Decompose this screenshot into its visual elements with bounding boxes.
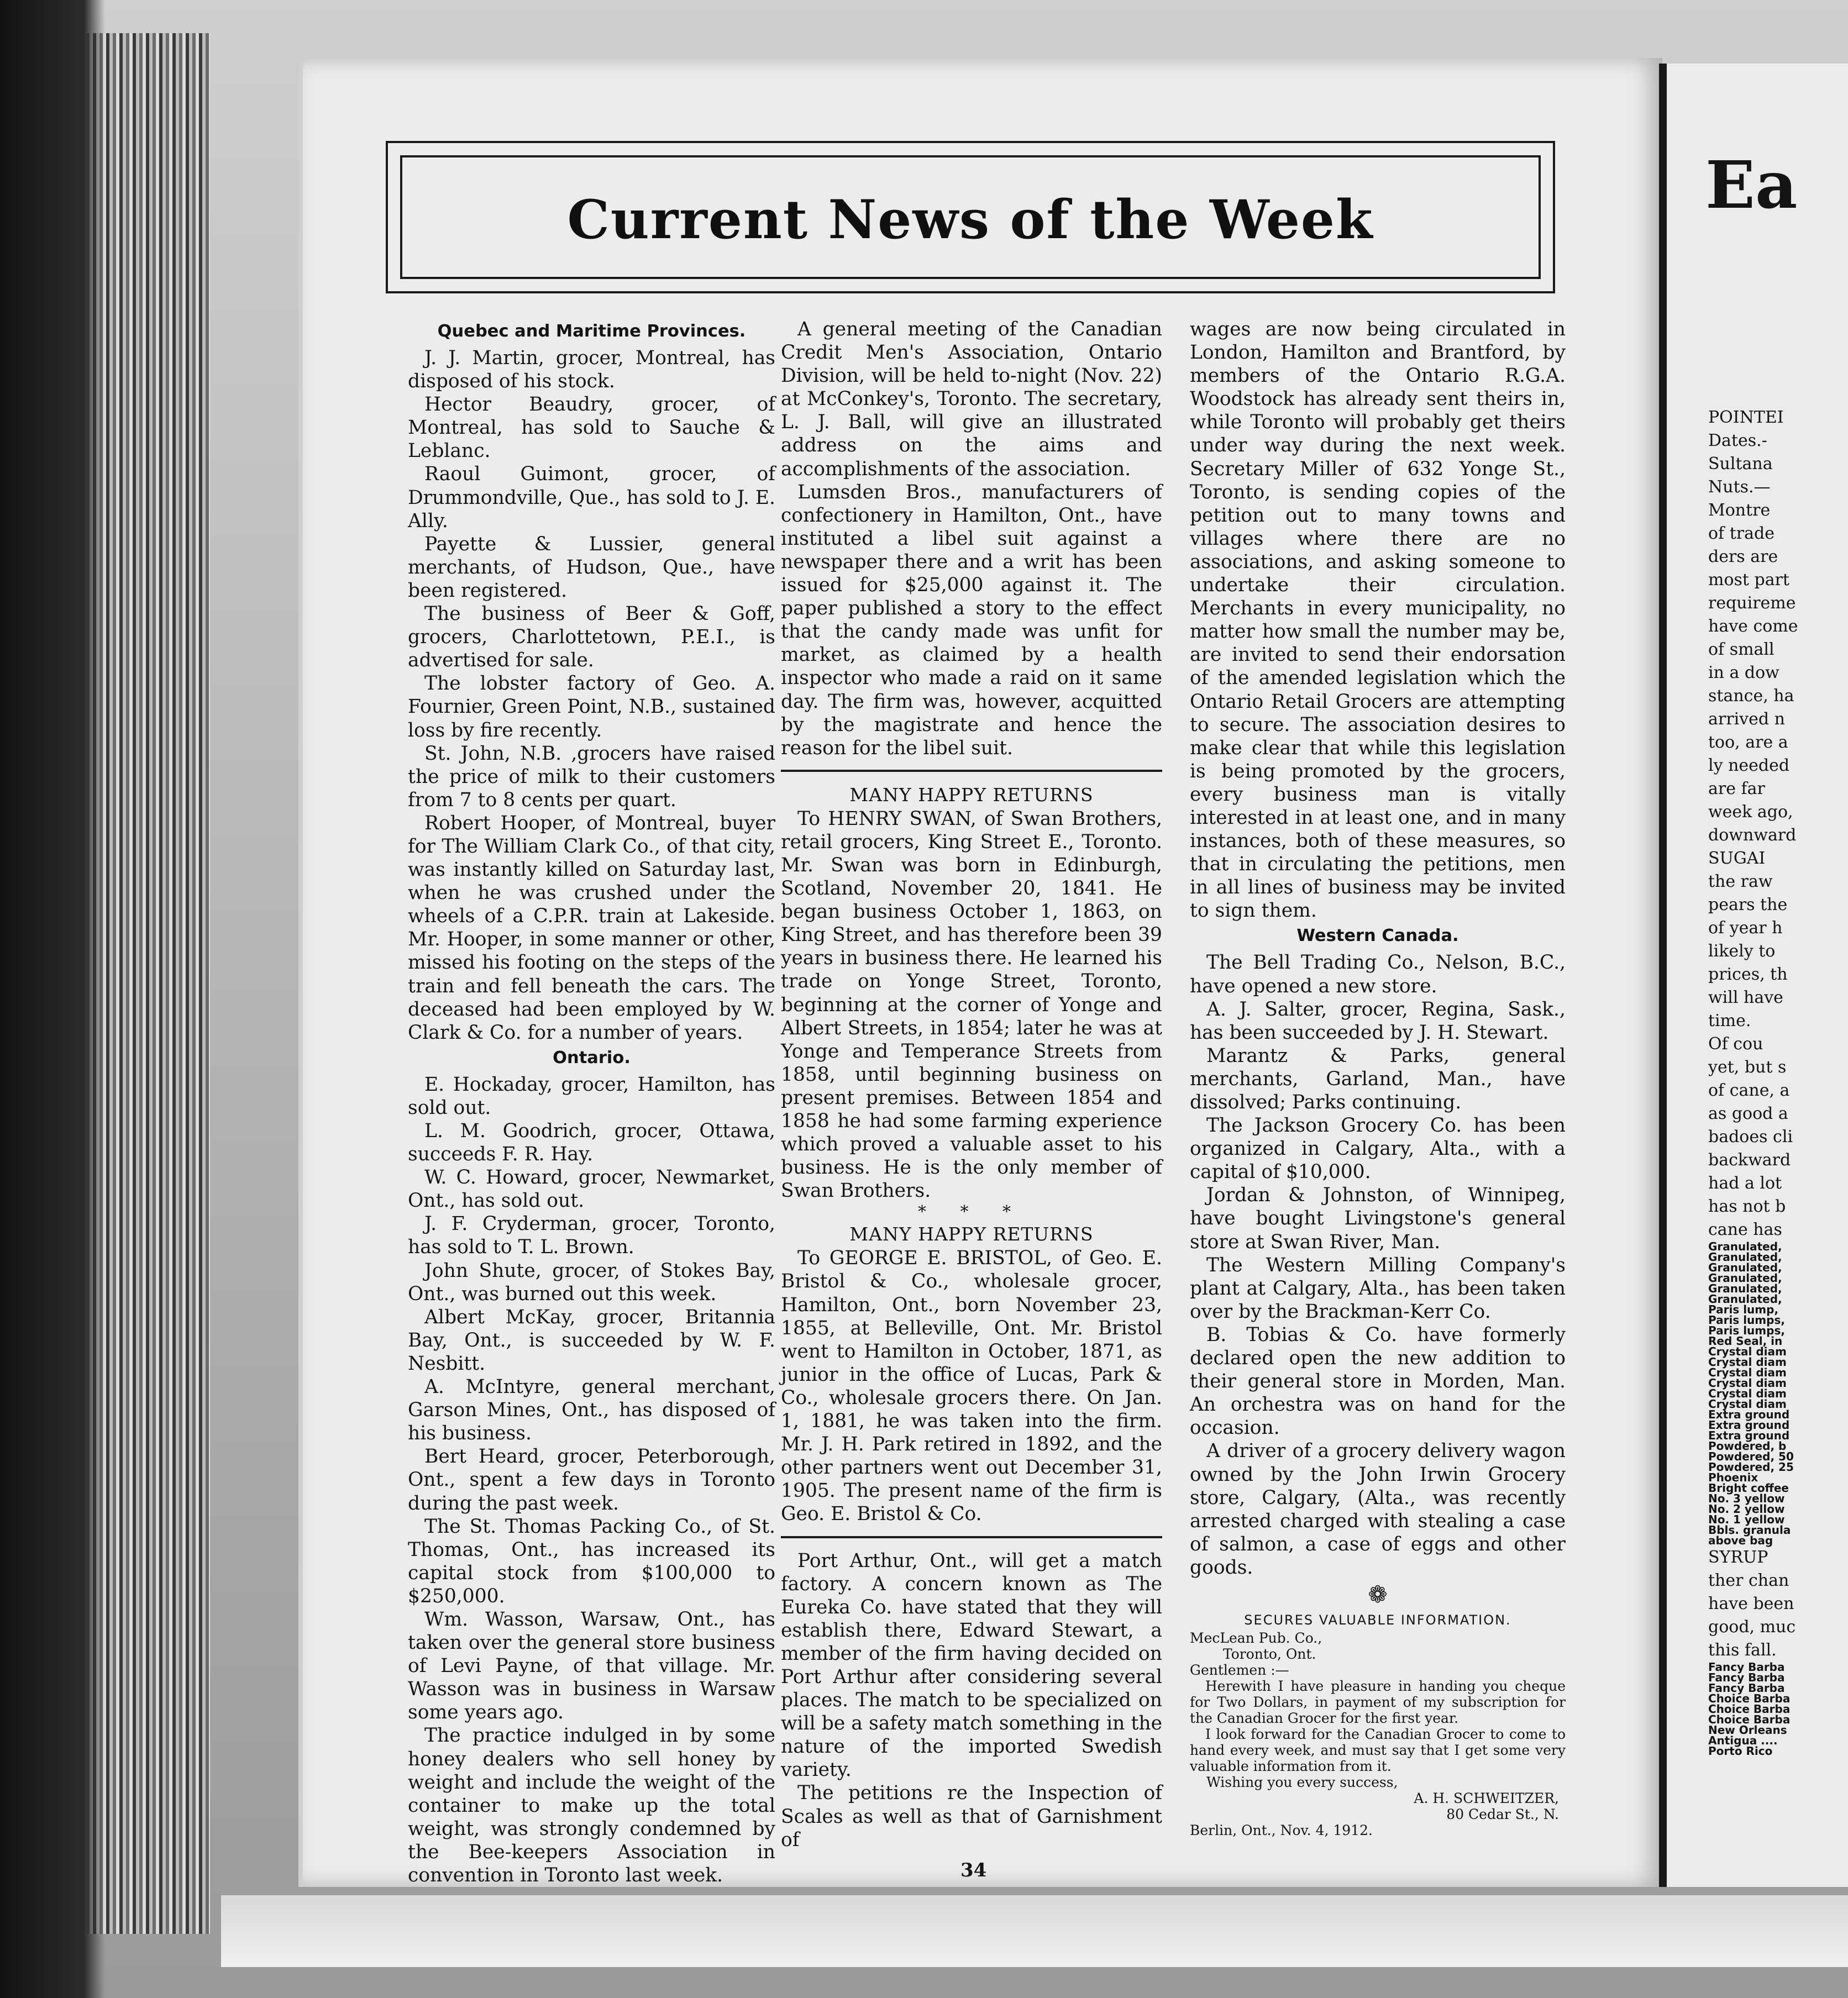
facing-page-line: requireme bbox=[1708, 593, 1796, 613]
col2-top-news bbox=[781, 318, 1162, 760]
letter-salutation: Gentlemen :— bbox=[1190, 1662, 1289, 1678]
page-number: 34 bbox=[960, 1859, 987, 1881]
facing-page-line: of small bbox=[1708, 640, 1775, 659]
facing-page-line: Montre bbox=[1708, 501, 1771, 520]
column-1 bbox=[408, 318, 775, 1887]
facing-page-line: SYRUP bbox=[1708, 1548, 1768, 1567]
facing-page-price-line: Antigua .... bbox=[1708, 1734, 1778, 1747]
news-item: St. John, N.B. ,grocers have raised the price of milk to their customers from 7 to 8 cents per quart. bbox=[408, 742, 775, 811]
facing-page-line: yet, but s bbox=[1708, 1058, 1787, 1077]
facing-page-price-line: Extra ground bbox=[1708, 1418, 1790, 1432]
news-item: The business of Beer & Goff, grocers, Charlottetown, P.E.I., is advertised for sale. bbox=[408, 603, 775, 672]
facing-page-price-line: Choice Barba bbox=[1708, 1692, 1791, 1705]
facing-page-line: most part bbox=[1708, 570, 1789, 590]
facing-page-price-line: New Orleans bbox=[1708, 1723, 1787, 1737]
news-item: Albert McKay, grocer, Britannia Bay, Ont., is succeeded by W. F. Nesbitt. bbox=[408, 1306, 775, 1375]
petitions-continued: wages are now being circulated in London, Hamilton and Brantford, by members of the Ontario R.G.A. Woodstock has already sent theirs in, while Toronto will probably get theirs under way during the next week. Secretary Miller of 632 Yonge St., Toronto, is sending copies of the petition out to many towns and villages where there are no associations, and asking someone to undertake their circulation. Merchants in every municipality, no matter how small the number may be, are invited to send their endorsation of the amended legislation which the Ontario Retail Grocers are attempting to secure. The association desires to make clear that while this legislation is being promoted by the grocers, every business man is vitally interested in at least one, and in many instances, both of these measures, so that in circulating the petitions, men in all lines of business may be invited to sign them. bbox=[1190, 318, 1566, 922]
column-rule bbox=[781, 1536, 1162, 1538]
facing-page-line: cane has bbox=[1708, 1220, 1782, 1239]
facing-page-price-line: Powdered, b bbox=[1708, 1439, 1787, 1453]
facing-page-line: badoes cli bbox=[1708, 1127, 1793, 1147]
news-item: The Western Milling Company's plant at Calgary, Alta., has been taken over by the Brackman-Kerr Co. bbox=[1190, 1254, 1566, 1323]
facing-page-price-line: Granulated, bbox=[1708, 1250, 1782, 1264]
facing-page-price-line: Paris lumps, bbox=[1708, 1313, 1785, 1327]
news-item: A. McIntyre, general merchant, Garson Mines, Ont., has disposed of his business. bbox=[408, 1376, 775, 1445]
facing-page-price-line: Choice Barba bbox=[1708, 1713, 1791, 1726]
facing-page-price-line: No. 3 yellow bbox=[1708, 1492, 1785, 1505]
column-3 bbox=[1190, 318, 1566, 1838]
facing-page-price-line: Red Seal, in bbox=[1708, 1334, 1783, 1348]
title-frame-inner bbox=[400, 155, 1541, 279]
facing-page-price-line: Fancy Barba bbox=[1708, 1671, 1785, 1684]
page-bottom-margin bbox=[221, 1895, 1848, 1967]
facing-page-lines-2 bbox=[1708, 1546, 1848, 1662]
letter-place-date: Berlin, Ont., Nov. 4, 1912. bbox=[1190, 1822, 1373, 1838]
column-rule bbox=[781, 770, 1162, 772]
facing-page-line: of year h bbox=[1708, 918, 1783, 938]
facing-page-price-line: Granulated, bbox=[1708, 1282, 1782, 1295]
section-heading-western: Western Canada. bbox=[1296, 926, 1459, 946]
news-item: John Shute, grocer, of Stokes Bay, Ont., was burned out this week. bbox=[408, 1259, 775, 1305]
facing-page-line: ther chan bbox=[1708, 1571, 1789, 1590]
returns-body-swan: To HENRY SWAN, of Swan Brothers, retail grocers, King Street E., Toronto. Mr. Swan was born in Edinburgh, Scotland, November 20, 1841. He began business October 1, 1863, on King Street, and has therefore been 39 years in business there. He learned his trade on Yonge Street, Toronto, beginning at the corner of Yonge and Albert Streets, in 1854; later he was at Yonge and Temperance Streets from 1858, until beginning business on present premises. Between 1854 and 1858 he had some farming experience which proved a valuable asset to his business. He is the only member of Swan Brothers. bbox=[781, 807, 1162, 1202]
facing-page-price-line: Choice Barba bbox=[1708, 1702, 1791, 1716]
ontario-news-list bbox=[408, 1073, 775, 1887]
facing-page-price-line: No. 2 yellow bbox=[1708, 1502, 1785, 1516]
facing-page-price-line: Porto Rico bbox=[1708, 1744, 1773, 1758]
separator-stars: * * * bbox=[917, 1202, 1026, 1222]
letter-heading: SECURES VALUABLE INFORMATION. bbox=[1244, 1612, 1511, 1628]
facing-page-price-line: Crystal diam bbox=[1708, 1387, 1787, 1400]
facing-page-line: pears the bbox=[1708, 895, 1788, 914]
facing-page-line: Of cou bbox=[1708, 1034, 1763, 1054]
news-item: A. J. Salter, grocer, Regina, Sask., has been succeeded by J. H. Stewart. bbox=[1190, 998, 1566, 1044]
news-item: The lobster factory of Geo. A. Fournier, Green Point, N.B., sustained loss by fire recently. bbox=[408, 672, 775, 742]
facing-page-price-line: Extra ground bbox=[1708, 1429, 1790, 1442]
page-title: Current News of the Week bbox=[567, 188, 1374, 251]
facing-page-line: of trade bbox=[1708, 524, 1775, 543]
news-item: Marantz & Parks, general merchants, Garland, Man., have dissolved; Parks continuing. bbox=[1190, 1044, 1566, 1113]
facing-page-price-line: above bag bbox=[1708, 1534, 1773, 1547]
facing-page-line: arrived n bbox=[1708, 709, 1785, 729]
facing-page-heading: Ea bbox=[1705, 146, 1798, 223]
facing-page-line: this fall. bbox=[1708, 1641, 1777, 1660]
facing-page-price-line: Granulated, bbox=[1708, 1271, 1782, 1285]
western-news-list bbox=[1190, 951, 1566, 1579]
section-heading-ontario: Ontario. bbox=[553, 1048, 631, 1068]
news-item: Jordan & Johnston, of Winnipeg, have bought Livingstone's general store at Swan River, Man. bbox=[1190, 1184, 1566, 1253]
returns-heading-swan: MANY HAPPY RETURNS bbox=[849, 784, 1094, 806]
title-frame bbox=[386, 141, 1555, 293]
news-item: The practice indulged in by some honey dealers who sell honey by weight and include the weight of the container to make up the total weight, was strongly condemned by the Bee-keepers Association in convention in Toronto last week. bbox=[408, 1724, 775, 1886]
facing-page-line: backward bbox=[1708, 1150, 1791, 1170]
facing-page-price-line: Fancy Barba bbox=[1708, 1660, 1785, 1674]
facing-page-price-line: Extra ground bbox=[1708, 1408, 1790, 1421]
news-item: The petitions re the Inspection of Scales as well as that of Garnishment of bbox=[781, 1782, 1162, 1851]
ornament-icon: ❁ bbox=[1368, 1580, 1388, 1608]
facing-page-price-line: Crystal diam bbox=[1708, 1355, 1787, 1369]
facing-page-price-line: Phoenix bbox=[1708, 1471, 1758, 1484]
facing-page-text bbox=[1708, 406, 1848, 1757]
quebec-news-list bbox=[408, 346, 775, 1044]
facing-page-price-line: Powdered, 25 bbox=[1708, 1460, 1794, 1474]
letter-signer-address: 80 Cedar St., N. bbox=[1446, 1806, 1559, 1822]
facing-page-line: time. bbox=[1708, 1011, 1751, 1030]
facing-page-line: ders are bbox=[1708, 547, 1778, 566]
facing-page-line: likely to bbox=[1708, 942, 1776, 961]
facing-page-price-list-2 bbox=[1708, 1662, 1848, 1757]
news-item: The Bell Trading Co., Nelson, B.C., have opened a new store. bbox=[1190, 951, 1566, 997]
news-item: The St. Thomas Packing Co., of St. Thomas, Ont., has increased its capital stock from $100,000 to $250,000. bbox=[408, 1515, 775, 1607]
facing-page-line: have come bbox=[1708, 617, 1798, 636]
col2-bottom-news bbox=[781, 1549, 1162, 1852]
facing-page-line: had a lot bbox=[1708, 1174, 1782, 1193]
letter-signer: A. H. SCHWEITZER, bbox=[1414, 1790, 1559, 1806]
facing-page-price-line: Paris lumps, bbox=[1708, 1324, 1785, 1337]
letter-closing: Wishing you every success, bbox=[1206, 1774, 1398, 1790]
facing-page-line: in a dow bbox=[1708, 663, 1779, 682]
news-item: L. M. Goodrich, grocer, Ottawa, succeeds F. R. Hay. bbox=[408, 1120, 775, 1166]
facing-page-line: of cane, a bbox=[1708, 1081, 1790, 1100]
news-item: A general meeting of the Canadian Credit Men's Association, Ontario Division, will be held to-night (Nov. 22) at McConkey's, Toronto. The secretary, L. J. Ball, will give an illustrated address on the aims and accomplishments of the association. bbox=[781, 318, 1162, 480]
facing-page-price-line: Powdered, 50 bbox=[1708, 1450, 1794, 1463]
facing-page-price-line: Crystal diam bbox=[1708, 1366, 1787, 1379]
facing-page-line: downward bbox=[1708, 826, 1797, 845]
facing-page-lines bbox=[1708, 406, 1848, 1242]
facing-page-line: SUGAI bbox=[1708, 849, 1766, 868]
facing-page-line: as good a bbox=[1708, 1104, 1788, 1123]
news-item: Hector Beaudry, grocer, of Montreal, has sold to Sauche & Leblanc. bbox=[408, 393, 775, 462]
facing-page-line: Sultana bbox=[1708, 454, 1773, 474]
facing-page-price-line: No. 1 yellow bbox=[1708, 1513, 1785, 1526]
facing-page-line: have been bbox=[1708, 1594, 1794, 1613]
news-item: J. J. Martin, grocer, Montreal, has disposed of his stock. bbox=[408, 347, 775, 393]
facing-page-price-list bbox=[1708, 1242, 1848, 1546]
facing-page-price-line: Paris lump, bbox=[1708, 1303, 1779, 1316]
facing-page-line: are far bbox=[1708, 779, 1765, 798]
facing-page-line: the raw bbox=[1708, 872, 1773, 891]
facing-page-line: good, muc bbox=[1708, 1617, 1796, 1637]
facing-page-line: stance, ha bbox=[1708, 686, 1794, 706]
news-item: Port Arthur, Ont., will get a match factory. A concern known as The Eureka Co. have stated that they will establish there, Edward Stewart, a member of the firm having decided on Port Arthur after considering several places. The match to be specialized on will be a safety match something in the nature of the imported Swedish variety. bbox=[781, 1549, 1162, 1781]
facing-page-line: Nuts.— bbox=[1708, 477, 1771, 497]
facing-page-price-line: Granulated, bbox=[1708, 1261, 1782, 1274]
facing-page-line: prices, th bbox=[1708, 965, 1788, 984]
facing-page-line: has not b bbox=[1708, 1197, 1786, 1216]
facing-page-line: too, are a bbox=[1708, 733, 1788, 752]
newspaper-page bbox=[298, 58, 1662, 1887]
facing-page-price-line: Fancy Barba bbox=[1708, 1681, 1785, 1695]
news-item: Robert Hooper, of Montreal, buyer for The William Clark Co., of that city, was instantly killed on Saturday last, when he was crushed under the wheels of a C.P.R. train at Lakeside. Mr. Hooper, in some manner or other, missed his footing on the steps of the train and fell beneath the cars. The deceased had been employed by W. Clark & Co. for a number of years. bbox=[408, 812, 775, 1044]
facing-page-price-line: Crystal diam bbox=[1708, 1345, 1787, 1358]
facing-page-price-line: Granulated, bbox=[1708, 1292, 1782, 1306]
news-item: W. C. Howard, grocer, Newmarket, Ont., has sold out. bbox=[408, 1166, 775, 1212]
facing-page-line: POINTEI bbox=[1708, 408, 1784, 427]
facing-page-price-line: Crystal diam bbox=[1708, 1376, 1787, 1390]
news-item: E. Hockaday, grocer, Hamilton, has sold out. bbox=[408, 1073, 775, 1119]
facing-page-line: will have bbox=[1708, 988, 1783, 1007]
news-item: Bert Heard, grocer, Peterborough, Ont., spent a few days in Toronto during the past week. bbox=[408, 1445, 775, 1515]
news-item: B. Tobias & Co. have formerly declared open the new addition to their general store in Morden, Man. An orchestra was on hand for the occasion. bbox=[1190, 1323, 1566, 1439]
letter-address-1: MecLean Pub. Co., bbox=[1190, 1629, 1322, 1646]
news-item: A driver of a grocery delivery wagon owned by the John Irwin Grocery store, Calgary, (Alta., was recently arrested charged with stealing a case of salmon, a case of eggs and other goods. bbox=[1190, 1440, 1566, 1579]
news-item: Payette & Lussier, general merchants, of Hudson, Que., have been registered. bbox=[408, 533, 775, 602]
facing-page-price-line: Crystal diam bbox=[1708, 1397, 1787, 1411]
letter-address-2: Toronto, Ont. bbox=[1223, 1645, 1316, 1662]
returns-heading-bristol: MANY HAPPY RETURNS bbox=[849, 1223, 1094, 1245]
column-2 bbox=[781, 318, 1162, 1852]
news-item: Raoul Guimont, grocer, of Drummondville, Que., has sold to J. E. Ally. bbox=[408, 463, 775, 532]
facing-page-price-line: Bbls. granula bbox=[1708, 1523, 1791, 1537]
facing-page-price-line: Bright coffee bbox=[1708, 1481, 1789, 1495]
news-item: Lumsden Bros., manufacturers of confectionery in Hamilton, Ont., have instituted a libel suit against a newspaper there and a writ has been issued for $25,000 against it. The paper published a story to the effect that the candy made was unfit for market, as claimed by a health inspector who made a raid on it same day. The firm was, however, acquitted by the magistrate and hence the reason for the libel suit. bbox=[781, 481, 1162, 759]
facing-page-price-line: Granulated, bbox=[1708, 1240, 1782, 1253]
book-spine-shadow bbox=[0, 0, 105, 1998]
facing-page-line: week ago, bbox=[1708, 802, 1793, 822]
facing-page-fragment bbox=[1659, 64, 1848, 1887]
letter-paragraph-2: I look forward for the Canadian Grocer to come to hand every week, and must say that I get some very valuable information from it. bbox=[1190, 1726, 1566, 1774]
letter-paragraph-1: Herewith I have pleasure in handing you cheque for Two Dollars, in payment of my subscription for the Canadian Grocer for the first year. bbox=[1190, 1678, 1566, 1726]
returns-body-bristol: To GEORGE E. BRISTOL, of Geo. E. Bristol & Co., wholesale grocer, Hamilton, Ont., born November 23, 1855, at Belleville, Ont. Mr. Bristol went to Hamilton in October, 1871, as junior in the office of Lucas, Park & Co., wholesale grocers there. On Jan. 1, 1881, he was taken into the firm. Mr. J. H. Park retired in 1892, and the other partners went out December 31, 1905. The present name of the firm is Geo. E. Bristol & Co. bbox=[781, 1247, 1162, 1526]
news-item: J. F. Cryderman, grocer, Toronto, has sold to T. L. Brown. bbox=[408, 1213, 775, 1259]
facing-page-line: ly needed bbox=[1708, 756, 1790, 775]
news-item: Wm. Wasson, Warsaw, Ont., has taken over the general store business of Levi Payne, of that village. Mr. Wasson was in business in Warsaw some years ago. bbox=[408, 1608, 775, 1724]
section-heading-quebec: Quebec and Maritime Provinces. bbox=[437, 322, 746, 341]
facing-page-line: Dates.- bbox=[1708, 431, 1767, 450]
news-item: The Jackson Grocery Co. has been organized in Calgary, Alta., with a capital of $10,000. bbox=[1190, 1114, 1566, 1184]
